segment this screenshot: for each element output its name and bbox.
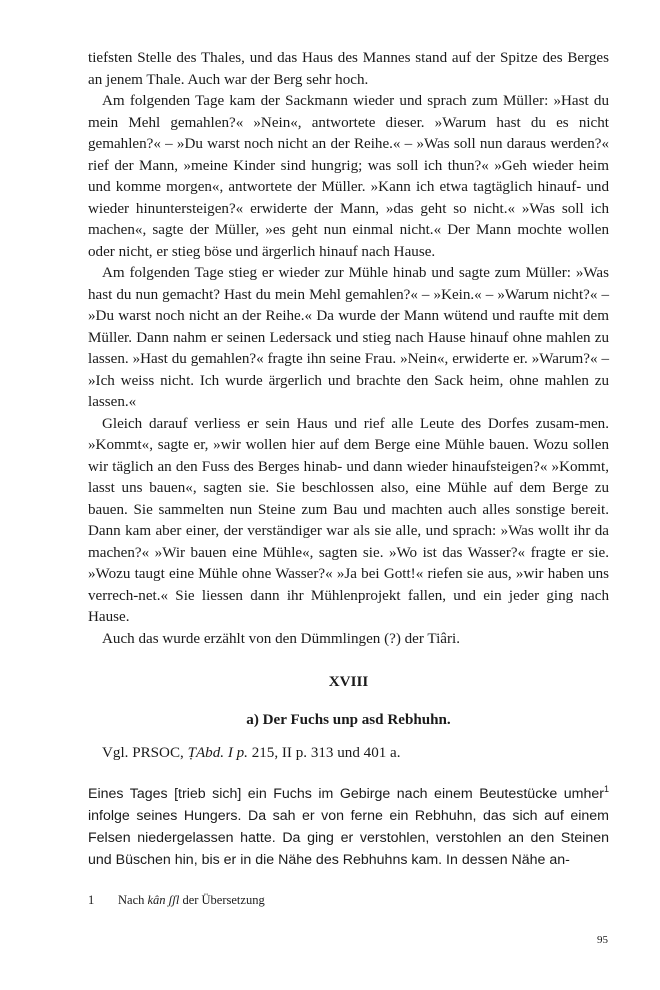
footnote-suffix: der Übersetzung [179, 893, 265, 907]
paragraph-3: Am folgenden Tage stieg er wieder zur Mühle hinab und sagte zum Müller: »Was hast du nun gemacht? Hast du mein Mehl gemahlen?« – »Kein.« – »Warum nicht?« – »Du warst noch nicht an der Reihe.« Da wurde der Mann wütend und raufte mit dem Müller. Dann nahm er seinen Ledersack und stieg nach Hause hinauf ohne mahlen zu lassen. »Hast du gemahlen?« fragte ihn seine Frau. »Nein«, erwiderte er. »Warum?« – »Ich weiss nicht. Ich wurde ärgerlich und brachte den Sack heim, ohne mahlen zu lassen.« [88, 265, 609, 410]
footnote-marker: 1 [603, 783, 609, 794]
footnote [88, 892, 265, 908]
section-title: a) Der Fuchs unp asd Rebhuhn. [246, 711, 451, 728]
story-rest: infolge seines Hungers. Da sah er von ferne ein Rebhuhn, das sich auf einem Felsen niedergelassen hatte. Da ging er verstohlen, verstohlen an den Steinen und Büschen hin, bis er in die Nähe des Rebhuhns kam. In dessen Nähe an- [88, 807, 609, 868]
story-paragraph [88, 783, 609, 871]
reference-prefix: Vgl. PRSOC, [102, 745, 188, 761]
footnote-prefix: Nach [118, 893, 148, 907]
footnote-italic: kân ʃʃl [147, 893, 180, 907]
page-number: 95 [597, 934, 608, 946]
reference-suffix: 215, II p. 313 und 401 a. [247, 745, 401, 761]
paragraph-5: Auch das wurde erzählt von den Dümmlingen (?) der Tiâri. [102, 630, 460, 647]
section-number: XVIII [328, 674, 369, 690]
reference-line [88, 743, 609, 765]
paragraph-4: Gleich darauf verliess er sein Haus und rief alle Leute des Dorfes zusam-men. »Kommt«, sagte er, »wir wollen hier auf dem Berge eine Mühle bauen. Wozu sollen wir täglich an den Fuss des Berges hinab- und dann wieder hinaufsteigen?« »Kommt, lasst uns bauen«, sagten sie. Sie beschlossen also, eine Mühle auf dem Berge zu bauen. Sie sammelten nun Steine zum Bau und machten auch alles sonstige bereit. Dann kam aber einer, der verständiger war als sie alle, und sprach: »Was wollt ihr da machen?« »Wir bauen eine Mühle«, sagten sie. »Wo ist das Wasser?« fragte er sie. »Wozu taugt eine Mühle ohne Wasser?« »Ja bei Gott!« riefen sie aus, »wir haben uns verrech-net.« Sie liessen dann ihr Mühlenprojekt fallen, und ein jeder ging nach Hause. [88, 415, 609, 625]
story-text: Eines Tages [trieb sich] ein Fuchs im Gebirge nach einem Beutestücke umher [88, 785, 604, 802]
footnote-number: 1 [88, 893, 95, 907]
reference-italic: ṬAbd. I p. [187, 745, 248, 761]
page-body [88, 48, 609, 871]
paragraph-1: tiefsten Stelle des Thales, und das Haus des Mannes stand auf der Spitze des Berges an jenem Thale. Auch war der Berg sehr hoch. [88, 50, 609, 88]
paragraph-2: Am folgenden Tage kam der Sackmann wieder und sprach zum Müller: »Hast du mein Mehl gemahlen?« »Nein«, antwortete dieser. »Warum hast du es nicht gemahlen?« – »Du warst noch nicht an der Reihe.« – »Was soll nun daraus werden?« rief der Mann, »meine Kinder sind hungrig; was soll ich thun?« »Geh wieder heim und komme morgen«, antwortete der Müller. »Kann ich etwa tagtäglich hinauf- und wieder hinuntersteigen?« erwiderte der Mann, »das geht so nicht.« »Was soll ich machen«, sagte der Müller, »es geht nun einmal nicht.« Der Mann mochte wollen oder nicht, er stieg böse und ärgerlich hinauf nach Hause. [88, 93, 609, 260]
